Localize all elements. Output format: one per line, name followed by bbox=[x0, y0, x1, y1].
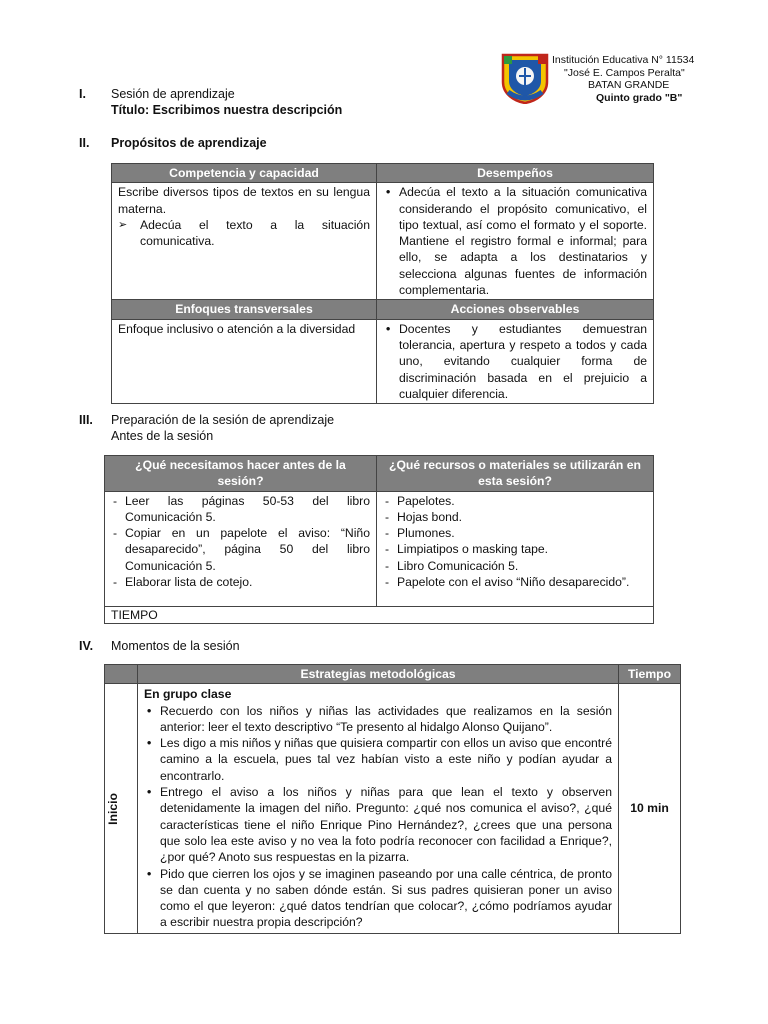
institution-header bbox=[552, 54, 695, 104]
institution-name: Institución Educativa N° 11534 bbox=[552, 54, 695, 66]
institution-location: BATAN GRANDE bbox=[588, 79, 670, 91]
header-estrategias: Estrategias metodológicas bbox=[138, 665, 619, 684]
section-1-title: Sesión de aprendizaje bbox=[111, 87, 235, 101]
group-label: En grupo clase bbox=[144, 687, 232, 702]
tiempo-row: TIEMPO bbox=[105, 606, 654, 623]
strategy-item: • Pido que cierren los ojos y se imaginen paseando por una calle céntrica, de pronto se dan cuenta y no saben dónde están. Si sus padres quisieran poner un aviso como el que leyeron: ¿qué datos tendrían que colocar?, ¿cómo podríamos ayudar a escribir nuestra propia descripción? bbox=[160, 866, 612, 931]
moment-cell bbox=[105, 684, 138, 933]
antes-item: - Copiar en un papelote el aviso: “Niño desaparecido”, página 50 del libro Comunicación 5. bbox=[125, 525, 370, 574]
antes-cell bbox=[105, 491, 377, 606]
grade-label: Quinto grado "B" bbox=[596, 91, 683, 104]
competencia-cell bbox=[112, 183, 377, 300]
recursos-cell bbox=[377, 491, 654, 606]
recurso-item: - Papelotes. bbox=[397, 493, 647, 509]
section-3-number: III. bbox=[79, 413, 93, 427]
section-1-number: I. bbox=[79, 87, 86, 101]
section-2-title: Propósitos de aprendizaje bbox=[111, 136, 267, 150]
capacidad-item: ➢ Adecúa el texto a la situación comunicativa. bbox=[140, 217, 370, 250]
time-cell: 10 min bbox=[619, 684, 681, 933]
moment-label: Inicio bbox=[106, 792, 120, 825]
header-antes: ¿Qué necesitamos hacer antes de la sesión? bbox=[105, 456, 377, 492]
antes-item: - Elaborar lista de cotejo. bbox=[125, 574, 370, 590]
section-4-title: Momentos de la sesión bbox=[111, 639, 240, 653]
recurso-item: - Plumones. bbox=[397, 525, 647, 541]
section-1-subtitle: Título: Escribimos nuestra descripción bbox=[111, 103, 343, 117]
recurso-item: - Limpiatipos o masking tape. bbox=[397, 541, 647, 557]
header-tiempo: Tiempo bbox=[619, 665, 681, 684]
header-desempenos: Desempeños bbox=[377, 164, 654, 183]
section-3-subtitle: Antes de la sesión bbox=[111, 429, 214, 443]
header-blank bbox=[105, 665, 138, 684]
section-2-number: II. bbox=[79, 136, 90, 150]
strategy-item: • Entrego el aviso a los niños y niñas para que lean el texto y observen detenidamente la imagen del niño. Pregunto: ¿qué nos comunica el aviso?, ¿qué características tiene el niño Enrique Pino Hernández?, ¿crees que una persona que solo lea este aviso y no vea la foto podría reconocer con facilidad a Enrique?, ¿por qué? Anoto sus respuestas en la pizarra. bbox=[160, 784, 612, 865]
header-enfoques: Enfoques transversales bbox=[112, 300, 377, 319]
strategy-item: • Les digo a mis niños y niñas que quisiera compartir con ellos un aviso que encontré camino a la escuela, pues tal vez habían visto a este niño y podían ayudar a encontrarlo. bbox=[160, 735, 612, 784]
recurso-item: - Papelote con el aviso “Niño desaparecido”. bbox=[397, 574, 647, 590]
enfoque-cell: Enfoque inclusivo o atención a la diversidad bbox=[112, 319, 377, 403]
accion-cell bbox=[377, 319, 654, 403]
purposes-table bbox=[111, 163, 654, 404]
recurso-item: - Libro Comunicación 5. bbox=[397, 558, 647, 574]
header-acciones: Acciones observables bbox=[377, 300, 654, 319]
header-competencia: Competencia y capacidad bbox=[112, 164, 377, 183]
section-4-number: IV. bbox=[79, 639, 94, 653]
accion-item: • Docentes y estudiantes demuestran tolerancia, apertura y respeto a todos y cada uno, evitando cualquier forma de discriminación basada en el prejuicio a cualquier diferencia. bbox=[399, 321, 647, 402]
preparation-table bbox=[104, 455, 654, 624]
section-3-title: Preparación de la sesión de aprendizaje bbox=[111, 413, 335, 427]
moments-table bbox=[104, 664, 681, 934]
competencia-text: Escribe diversos tipos de textos en su lengua materna. bbox=[118, 185, 370, 216]
strategies-cell bbox=[138, 684, 619, 933]
school-crest-logo bbox=[500, 52, 550, 104]
institution-patron: "José E. Campos Peralta" bbox=[564, 66, 685, 79]
recurso-item: - Hojas bond. bbox=[397, 509, 647, 525]
header-recursos: ¿Qué recursos o materiales se utilizarán en esta sesión? bbox=[377, 456, 654, 492]
desempeno-item: • Adecúa el texto a la situación comunicativa considerando el propósito comunicativo, el tipo textual, así como el formato y el soporte. Mantiene el registro formal e informal; para ello, se adapta a los destinatarios y selecciona algunas fuentes de información complementaria. bbox=[399, 184, 647, 298]
capacidad-list bbox=[118, 217, 370, 250]
desempeno-cell bbox=[377, 183, 654, 300]
antes-item: - Leer las páginas 50-53 del libro Comunicación 5. bbox=[125, 493, 370, 526]
strategy-item: • Recuerdo con los niños y niñas las actividades que realizamos en la sesión anterior: leer el texto descriptivo “Te presento al hidalgo Alonso Quijano”. bbox=[160, 703, 612, 736]
